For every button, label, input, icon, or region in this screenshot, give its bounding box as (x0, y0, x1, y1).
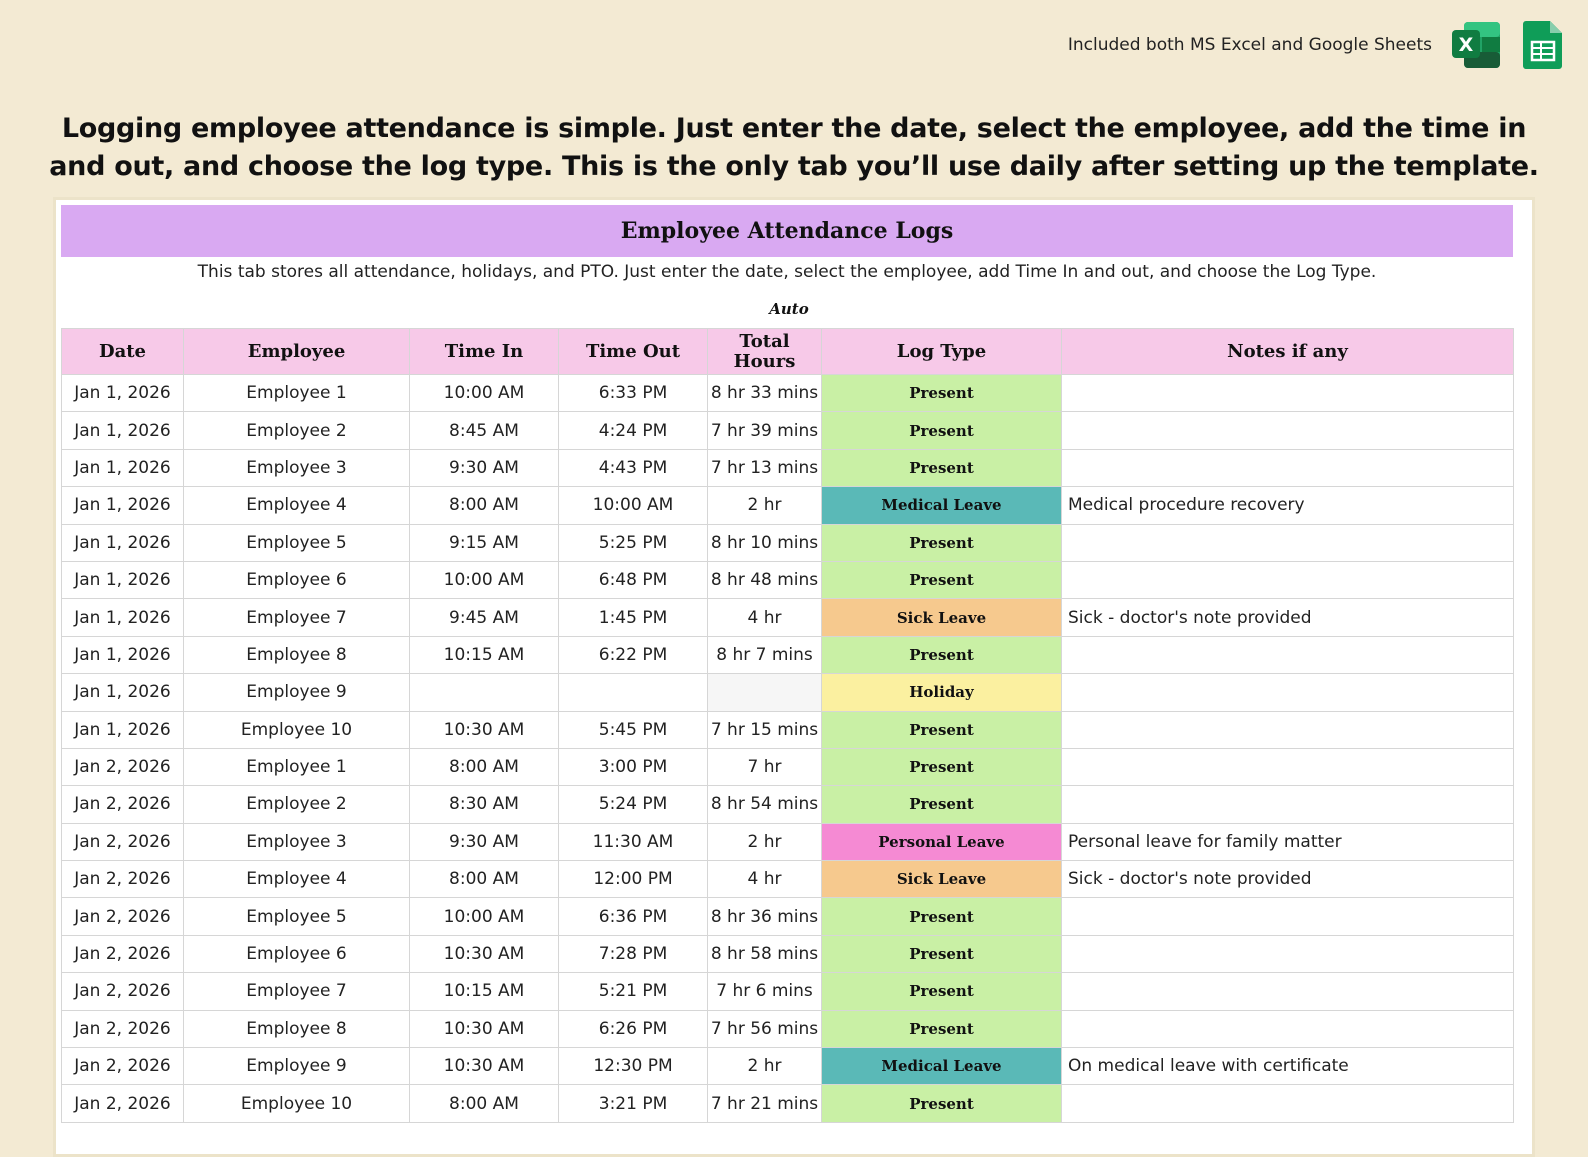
time-out-cell[interactable]: 7:28 PM (559, 935, 708, 972)
time-in-cell[interactable]: 9:30 AM (410, 449, 559, 486)
employee-cell[interactable]: Employee 3 (184, 449, 410, 486)
date-cell[interactable]: Jan 2, 2026 (62, 786, 184, 823)
log-type-cell[interactable]: Present (822, 449, 1062, 486)
date-cell[interactable]: Jan 2, 2026 (62, 935, 184, 972)
employee-cell[interactable]: Employee 4 (184, 487, 410, 524)
date-cell[interactable]: Jan 1, 2026 (62, 561, 184, 598)
table-row (62, 599, 1514, 636)
time-out-cell[interactable]: 5:45 PM (559, 711, 708, 748)
time-in-cell[interactable]: 10:00 AM (410, 375, 559, 412)
notes-cell[interactable] (1062, 524, 1514, 561)
log-type-cell[interactable]: Present (822, 786, 1062, 823)
time-in-cell[interactable] (410, 674, 559, 711)
table-row (62, 898, 1514, 935)
total-hours-cell[interactable]: 4 hr (708, 599, 822, 636)
total-hours-cell[interactable]: 8 hr 10 mins (708, 524, 822, 561)
time-in-cell[interactable]: 8:45 AM (410, 412, 559, 449)
employee-cell[interactable]: Employee 2 (184, 412, 410, 449)
table-row (62, 375, 1514, 412)
employee-cell[interactable]: Employee 10 (184, 1085, 410, 1122)
employee-cell[interactable]: Employee 6 (184, 935, 410, 972)
date-cell[interactable]: Jan 1, 2026 (62, 412, 184, 449)
notes-cell[interactable]: On medical leave with certificate (1062, 1048, 1514, 1085)
log-type-cell[interactable]: Present (822, 1085, 1062, 1122)
log-type-cell[interactable]: Present (822, 973, 1062, 1010)
time-out-cell[interactable]: 11:30 AM (559, 823, 708, 860)
date-cell[interactable]: Jan 1, 2026 (62, 375, 184, 412)
log-type-cell[interactable]: Present (822, 1010, 1062, 1047)
time-out-cell[interactable]: 6:33 PM (559, 375, 708, 412)
notes-cell[interactable] (1062, 674, 1514, 711)
time-out-cell[interactable]: 12:30 PM (559, 1048, 708, 1085)
col-header-log-type: Log Type (822, 329, 1062, 375)
table-row (62, 786, 1514, 823)
time-in-cell[interactable]: 10:30 AM (410, 711, 559, 748)
time-out-cell[interactable]: 4:24 PM (559, 412, 708, 449)
employee-cell[interactable]: Employee 8 (184, 636, 410, 673)
employee-cell[interactable]: Employee 9 (184, 674, 410, 711)
time-in-cell[interactable]: 10:30 AM (410, 1010, 559, 1047)
time-out-cell[interactable]: 3:00 PM (559, 748, 708, 785)
log-type-cell[interactable]: Medical Leave (822, 1048, 1062, 1085)
time-in-cell[interactable]: 8:00 AM (410, 487, 559, 524)
attendance-sheet (53, 197, 1535, 1157)
log-type-cell[interactable]: Medical Leave (822, 487, 1062, 524)
notes-cell[interactable] (1062, 375, 1514, 412)
time-in-cell[interactable]: 9:15 AM (410, 524, 559, 561)
notes-cell[interactable]: Personal leave for family matter (1062, 823, 1514, 860)
date-cell[interactable]: Jan 2, 2026 (62, 861, 184, 898)
table-row (62, 636, 1514, 673)
notes-cell[interactable] (1062, 898, 1514, 935)
notes-cell[interactable] (1062, 561, 1514, 598)
date-cell[interactable]: Jan 1, 2026 (62, 524, 184, 561)
date-cell[interactable]: Jan 2, 2026 (62, 823, 184, 860)
notes-cell[interactable] (1062, 1010, 1514, 1047)
date-cell[interactable]: Jan 1, 2026 (62, 711, 184, 748)
notes-cell[interactable] (1062, 786, 1514, 823)
date-cell[interactable]: Jan 1, 2026 (62, 487, 184, 524)
time-in-cell[interactable]: 10:30 AM (410, 1048, 559, 1085)
total-hours-cell[interactable]: 7 hr 6 mins (708, 973, 822, 1010)
notes-cell[interactable]: Sick - doctor's note provided (1062, 861, 1514, 898)
time-in-cell[interactable]: 10:15 AM (410, 636, 559, 673)
notes-cell[interactable]: Medical procedure recovery (1062, 487, 1514, 524)
time-out-cell[interactable]: 10:00 AM (559, 487, 708, 524)
log-type-cell[interactable]: Present (822, 524, 1062, 561)
total-hours-cell[interactable]: 7 hr 15 mins (708, 711, 822, 748)
total-hours-cell[interactable]: 7 hr 39 mins (708, 412, 822, 449)
notes-cell[interactable] (1062, 636, 1514, 673)
col-header-total-hours: Total Hours (708, 329, 822, 375)
date-cell[interactable]: Jan 1, 2026 (62, 449, 184, 486)
time-in-cell[interactable]: 10:00 AM (410, 561, 559, 598)
notes-cell[interactable] (1062, 711, 1514, 748)
table-row (62, 412, 1514, 449)
table-row (62, 711, 1514, 748)
total-hours-cell[interactable]: 2 hr (708, 487, 822, 524)
sheet-title: Employee Attendance Logs (61, 205, 1513, 257)
time-in-cell[interactable]: 8:00 AM (410, 1085, 559, 1122)
total-hours-cell[interactable]: 2 hr (708, 823, 822, 860)
total-hours-cell[interactable]: 7 hr 21 mins (708, 1085, 822, 1122)
attendance-table (61, 328, 1514, 1123)
table-row (62, 561, 1514, 598)
page-headline: Logging employee attendance is simple. Just enter the date, select the employee, add the time in and out, and choose the log type. This is the only tab you’ll use daily after setting up the template. (49, 113, 1539, 182)
notes-cell[interactable] (1062, 748, 1514, 785)
date-cell[interactable]: Jan 2, 2026 (62, 973, 184, 1010)
log-type-cell[interactable]: Present (822, 375, 1062, 412)
table-row (62, 748, 1514, 785)
excel-icon (1450, 18, 1504, 72)
employee-cell[interactable]: Employee 6 (184, 561, 410, 598)
header-row (62, 329, 1514, 375)
time-in-cell[interactable]: 8:00 AM (410, 748, 559, 785)
auto-label: Auto (769, 300, 809, 318)
time-out-cell[interactable]: 4:43 PM (559, 449, 708, 486)
included-note: Included both MS Excel and Google Sheets (1067, 35, 1432, 55)
sheet-description: This tab stores all attendance, holidays, and PTO. Just enter the date, select the employee, add Time In and out, and choose the Log Type. (197, 262, 1377, 282)
time-in-cell[interactable]: 8:30 AM (410, 786, 559, 823)
total-hours-cell[interactable]: 7 hr (708, 748, 822, 785)
notes-cell[interactable] (1062, 935, 1514, 972)
employee-cell[interactable]: Employee 4 (184, 861, 410, 898)
total-hours-cell[interactable]: 8 hr 58 mins (708, 935, 822, 972)
total-hours-cell[interactable]: 8 hr 36 mins (708, 898, 822, 935)
time-out-cell[interactable]: 6:48 PM (559, 561, 708, 598)
time-in-cell[interactable]: 9:45 AM (410, 599, 559, 636)
time-out-cell[interactable]: 6:22 PM (559, 636, 708, 673)
employee-cell[interactable]: Employee 5 (184, 898, 410, 935)
log-type-cell[interactable]: Personal Leave (822, 823, 1062, 860)
time-out-cell[interactable]: 3:21 PM (559, 1085, 708, 1122)
col-header-date: Date (62, 329, 184, 375)
employee-cell[interactable]: Employee 1 (184, 748, 410, 785)
google-sheets-icon (1516, 18, 1570, 72)
time-out-cell[interactable]: 5:24 PM (559, 786, 708, 823)
log-type-cell[interactable]: Present (822, 412, 1062, 449)
time-out-cell[interactable]: 12:00 PM (559, 861, 708, 898)
total-hours-cell[interactable]: 4 hr (708, 861, 822, 898)
employee-cell[interactable]: Employee 7 (184, 973, 410, 1010)
notes-cell[interactable]: Sick - doctor's note provided (1062, 599, 1514, 636)
notes-cell[interactable] (1062, 449, 1514, 486)
notes-cell[interactable] (1062, 1085, 1514, 1122)
employee-cell[interactable]: Employee 5 (184, 524, 410, 561)
date-cell[interactable]: Jan 2, 2026 (62, 1048, 184, 1085)
table-row (62, 487, 1514, 524)
total-hours-cell[interactable]: 8 hr 48 mins (708, 561, 822, 598)
employee-cell[interactable]: Employee 7 (184, 599, 410, 636)
total-hours-cell[interactable] (708, 674, 822, 711)
total-hours-cell[interactable]: 2 hr (708, 1048, 822, 1085)
total-hours-cell[interactable]: 7 hr 13 mins (708, 449, 822, 486)
table-row (62, 973, 1514, 1010)
col-header-notes: Notes if any (1062, 329, 1514, 375)
employee-cell[interactable]: Employee 8 (184, 1010, 410, 1047)
excel-icon-letter: X (1458, 34, 1474, 56)
log-type-cell[interactable]: Sick Leave (822, 599, 1062, 636)
notes-cell[interactable] (1062, 973, 1514, 1010)
log-type-cell[interactable]: Present (822, 898, 1062, 935)
time-in-cell[interactable]: 10:15 AM (410, 973, 559, 1010)
log-type-cell[interactable]: Present (822, 561, 1062, 598)
employee-cell[interactable]: Employee 9 (184, 1048, 410, 1085)
header-bar (1068, 18, 1570, 72)
date-cell[interactable]: Jan 1, 2026 (62, 674, 184, 711)
time-in-cell[interactable]: 9:30 AM (410, 823, 559, 860)
table-row (62, 1085, 1514, 1122)
log-type-cell[interactable]: Present (822, 748, 1062, 785)
table-row (62, 524, 1514, 561)
total-hours-cell[interactable]: 8 hr 7 mins (708, 636, 822, 673)
log-type-cell[interactable]: Present (822, 636, 1062, 673)
date-cell[interactable]: Jan 2, 2026 (62, 1010, 184, 1047)
time-out-cell[interactable]: 5:25 PM (559, 524, 708, 561)
date-cell[interactable]: Jan 2, 2026 (62, 898, 184, 935)
log-type-cell[interactable]: Present (822, 935, 1062, 972)
table-row (62, 449, 1514, 486)
log-type-cell[interactable]: Sick Leave (822, 861, 1062, 898)
date-cell[interactable]: Jan 1, 2026 (62, 636, 184, 673)
total-hours-cell[interactable]: 7 hr 56 mins (708, 1010, 822, 1047)
table-row (62, 861, 1514, 898)
table-row (62, 1010, 1514, 1047)
total-hours-cell[interactable]: 8 hr 54 mins (708, 786, 822, 823)
time-in-cell[interactable]: 8:00 AM (410, 861, 559, 898)
time-out-cell[interactable] (559, 674, 708, 711)
time-in-cell[interactable]: 10:00 AM (410, 898, 559, 935)
col-header-employee: Employee (184, 329, 410, 375)
time-out-cell[interactable]: 1:45 PM (559, 599, 708, 636)
total-hours-cell[interactable]: 8 hr 33 mins (708, 375, 822, 412)
time-out-cell[interactable]: 6:36 PM (559, 898, 708, 935)
col-header-time-out: Time Out (559, 329, 708, 375)
employee-cell[interactable]: Employee 3 (184, 823, 410, 860)
table-row (62, 674, 1514, 711)
employee-cell[interactable]: Employee 1 (184, 375, 410, 412)
log-type-cell[interactable]: Present (822, 711, 1062, 748)
employee-cell[interactable]: Employee 10 (184, 711, 410, 748)
date-cell[interactable]: Jan 1, 2026 (62, 599, 184, 636)
time-out-cell[interactable]: 6:26 PM (559, 1010, 708, 1047)
notes-cell[interactable] (1062, 412, 1514, 449)
employee-cell[interactable]: Employee 2 (184, 786, 410, 823)
date-cell[interactable]: Jan 2, 2026 (62, 1085, 184, 1122)
time-in-cell[interactable]: 10:30 AM (410, 935, 559, 972)
date-cell[interactable]: Jan 2, 2026 (62, 748, 184, 785)
table-row (62, 823, 1514, 860)
table-row (62, 1048, 1514, 1085)
time-out-cell[interactable]: 5:21 PM (559, 973, 708, 1010)
col-header-time-in: Time In (410, 329, 559, 375)
table-row (62, 935, 1514, 972)
log-type-cell[interactable]: Holiday (822, 674, 1062, 711)
